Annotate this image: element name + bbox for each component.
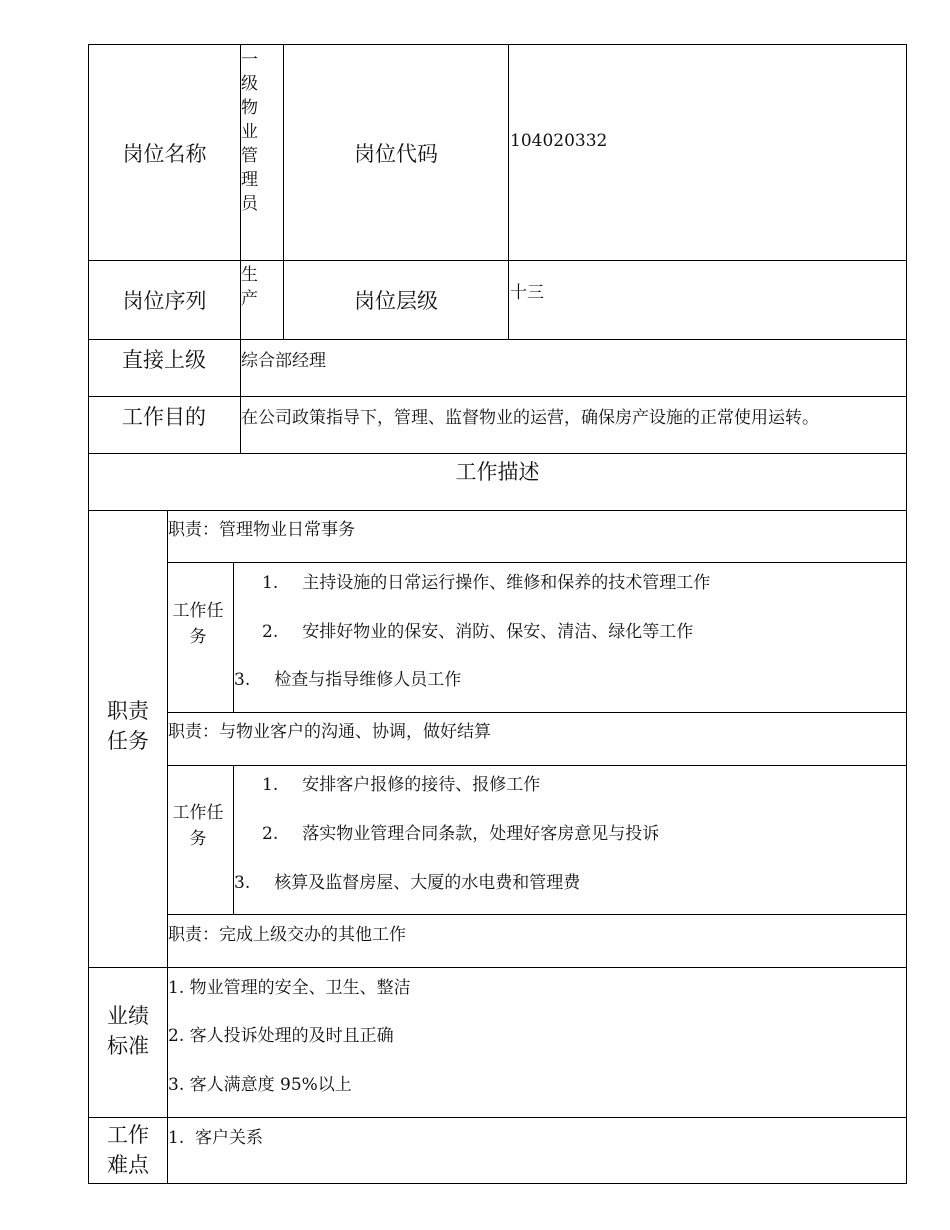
task-text: 落实物业管理合同条款，处理好客房意见与投诉 bbox=[302, 824, 660, 844]
table-border-right bbox=[906, 44, 907, 1184]
post-series-label: 岗位序列 bbox=[122, 289, 207, 313]
rule bbox=[88, 1183, 907, 1184]
task-number: 3. bbox=[234, 873, 251, 893]
rule bbox=[167, 914, 907, 915]
rule bbox=[88, 967, 907, 968]
task-number: 1. bbox=[262, 573, 279, 593]
task-item bbox=[262, 617, 693, 642]
rule bbox=[167, 562, 907, 563]
rule bbox=[167, 765, 907, 766]
task-text: 安排好物业的保安、消防、保安、清洁、绿化等工作 bbox=[302, 622, 694, 642]
duty-title: 职责：管理物业日常事务 bbox=[168, 520, 355, 540]
post-code-label: 岗位代码 bbox=[354, 141, 438, 166]
task-number: 3. bbox=[234, 670, 251, 690]
task-item bbox=[234, 868, 580, 893]
post-series-value: 生产 bbox=[241, 265, 258, 309]
task-text: 安排客户报修的接待、报修工作 bbox=[302, 775, 541, 795]
task-number: 1. bbox=[262, 775, 279, 795]
post-code-value: 104020332 bbox=[510, 131, 608, 151]
performance-label: 业绩标准 bbox=[107, 1004, 149, 1058]
difficulty-label: 工作难点 bbox=[107, 1123, 149, 1177]
rule bbox=[508, 44, 509, 339]
task-label: 工作任务 bbox=[172, 601, 224, 647]
task-text: 核算及监督房屋、大厦的水电费和管理费 bbox=[274, 873, 581, 893]
task-text: 主持设施的日常运行操作、维修和保养的技术管理工作 bbox=[302, 573, 711, 593]
duties-label: 职责任务 bbox=[107, 699, 149, 753]
duty-title: 职责：与物业客户的沟通、协调，做好结算 bbox=[168, 722, 491, 742]
post-name-value: 一级物业管理员 bbox=[241, 50, 258, 214]
task-item bbox=[262, 770, 540, 795]
superior-label: 直接上级 bbox=[122, 348, 206, 372]
task-item bbox=[262, 819, 659, 844]
task-number: 2. bbox=[262, 622, 279, 642]
purpose-value: 在公司政策指导下，管理、监督物业的运营，确保房产设施的正常使用运转。 bbox=[241, 408, 819, 428]
post-name-label: 岗位名称 bbox=[122, 141, 207, 166]
task-item bbox=[262, 568, 710, 593]
task-text: 检查与指导维修人员工作 bbox=[274, 670, 462, 690]
section-title: 工作描述 bbox=[455, 460, 540, 484]
rule bbox=[88, 1117, 907, 1118]
task-item bbox=[234, 665, 461, 690]
performance-item: 3. 客人满意度 95%以上 bbox=[168, 1075, 352, 1095]
post-level-label: 岗位层级 bbox=[354, 289, 438, 313]
superior-value: 综合部经理 bbox=[241, 351, 326, 371]
performance-item: 1. 物业管理的安全、卫生、整洁 bbox=[168, 978, 411, 998]
rule bbox=[88, 510, 907, 511]
purpose-label: 工作目的 bbox=[122, 405, 206, 429]
task-number: 2. bbox=[262, 824, 279, 844]
rule bbox=[167, 712, 907, 713]
performance-item: 2. 客人投诉处理的及时且正确 bbox=[168, 1026, 394, 1046]
duty-title: 职责：完成上级交办的其他工作 bbox=[168, 925, 406, 945]
rule bbox=[88, 396, 907, 397]
post-level-value: 十三 bbox=[510, 283, 544, 303]
difficulty-item: 1. 客户关系 bbox=[168, 1128, 264, 1148]
rule bbox=[88, 339, 907, 340]
task-label: 工作任务 bbox=[172, 803, 224, 849]
